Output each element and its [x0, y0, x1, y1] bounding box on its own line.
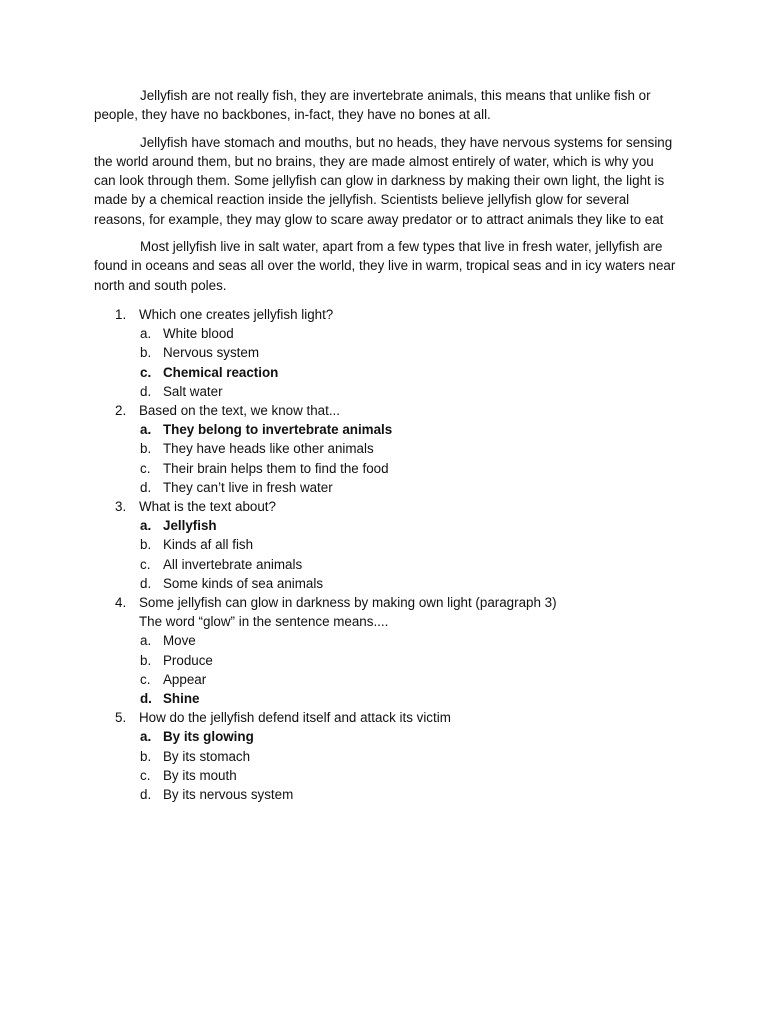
question-text: Which one creates jellyfish light?: [139, 306, 334, 322]
option-letter: c.: [140, 671, 151, 687]
option-text: They can’t live in fresh water: [163, 479, 333, 495]
option-letter: b.: [140, 748, 152, 764]
option-text: They have heads like other animals: [163, 441, 374, 457]
answer-option: [139, 324, 676, 343]
paragraph: Most jellyfish live in salt water, apart from a few types that live in fresh water, jellyfish are found in oceans and seas all over the world, they live in warm, tropical seas and in icy waters near north and south poles.: [94, 239, 676, 293]
option-letter: c.: [140, 364, 152, 380]
option-letter: a.: [140, 422, 152, 438]
option-text: All invertebrate animals: [163, 556, 303, 572]
paragraph: Jellyfish are not really fish, they are invertebrate animals, this means that unlike fish or people, they have no backbones, in-fact, they have no bones at all.: [94, 88, 651, 123]
question-text: Based on the text, we know that...: [139, 402, 340, 418]
option-text: By its nervous system: [163, 787, 294, 803]
question-text: Some jellyfish can glow in darkness by making own light (paragraph 3): [139, 595, 557, 611]
answer-options: [139, 727, 676, 804]
answer-option: [139, 670, 676, 689]
option-text: Produce: [163, 652, 213, 668]
question-text-continued: The word “glow” in the sentence means....: [139, 614, 389, 630]
answer-option-correct: [139, 727, 676, 746]
answer-option: [139, 459, 676, 478]
answer-option-correct: [139, 363, 676, 382]
question-item: [94, 708, 676, 804]
option-text: Kinds af all fish: [163, 537, 254, 553]
option-letter: a.: [140, 518, 152, 534]
option-text: They belong to invertebrate animals: [163, 422, 393, 438]
option-text: Jellyfish: [163, 518, 217, 534]
answer-option-correct: [139, 516, 676, 535]
option-text: By its stomach: [163, 748, 251, 764]
option-letter: d.: [140, 383, 152, 399]
answer-options: [139, 631, 676, 708]
option-text: Chemical reaction: [163, 364, 279, 380]
answer-option: [139, 651, 676, 670]
answer-option: [139, 535, 676, 554]
option-letter: d.: [140, 787, 152, 803]
answer-options: [139, 420, 676, 497]
option-letter: b.: [140, 537, 152, 553]
option-letter: b.: [140, 652, 152, 668]
answer-option: [139, 785, 676, 804]
question-number: 4.: [115, 595, 127, 611]
option-text: Salt water: [163, 383, 223, 399]
option-text: By its glowing: [163, 729, 254, 745]
option-letter: c.: [140, 460, 151, 476]
question-number: 3.: [115, 499, 127, 514]
answer-option: [139, 766, 676, 785]
option-text: Shine: [163, 691, 200, 707]
reading-passage: [94, 86, 676, 295]
option-letter: c.: [140, 556, 151, 572]
question-list: [94, 305, 676, 804]
answer-option: [139, 343, 676, 362]
answer-option: [139, 439, 676, 458]
paragraph: Jellyfish have stomach and mouths, but no heads, they have nervous systems for sensing the world around them, but no brains, they are made almost entirely of water, which is why you can look through them. Some jellyfish can glow in darkness by making their own light, the light is made by a chemical reaction inside the jellyfish. Scientists believe jellyfish glow for several reasons, for example, they may glow to scare away predator or to attract animals they like to eat: [94, 134, 673, 227]
option-letter: b.: [140, 345, 152, 361]
question-item: [94, 497, 676, 593]
answer-option-correct: [139, 689, 676, 708]
option-text: Nervous system: [163, 345, 259, 361]
option-letter: b.: [140, 441, 152, 457]
question-text: How do the jellyfish defend itself and attack its victim: [139, 710, 451, 726]
answer-options: [139, 516, 676, 593]
option-letter: d.: [140, 479, 152, 495]
question-item: [94, 593, 676, 708]
question-number: 1.: [115, 306, 127, 322]
question-text: What is the text about?: [139, 499, 276, 514]
question-item: [94, 401, 676, 497]
answer-option: [139, 631, 676, 650]
option-text: Their brain helps them to find the food: [163, 460, 389, 476]
option-letter: a.: [140, 633, 152, 649]
answer-options: [139, 324, 676, 401]
answer-option: [139, 747, 676, 766]
question-number: 2.: [115, 402, 127, 418]
option-text: White blood: [163, 326, 234, 342]
answer-option: [139, 382, 676, 401]
answer-option: [139, 555, 676, 574]
option-letter: a.: [140, 326, 152, 342]
question-item: [94, 305, 676, 401]
option-text: By its mouth: [163, 767, 237, 783]
option-text: Some kinds of sea animals: [163, 575, 324, 591]
option-letter: d.: [140, 691, 152, 707]
question-number: 5.: [115, 710, 127, 726]
option-letter: c.: [140, 767, 151, 783]
answer-option: [139, 574, 676, 593]
answer-option: [139, 478, 676, 497]
option-letter: a.: [140, 729, 152, 745]
option-text: Move: [163, 633, 196, 649]
option-letter: d.: [140, 575, 152, 591]
option-text: Appear: [163, 671, 207, 687]
answer-option-correct: [139, 420, 676, 439]
